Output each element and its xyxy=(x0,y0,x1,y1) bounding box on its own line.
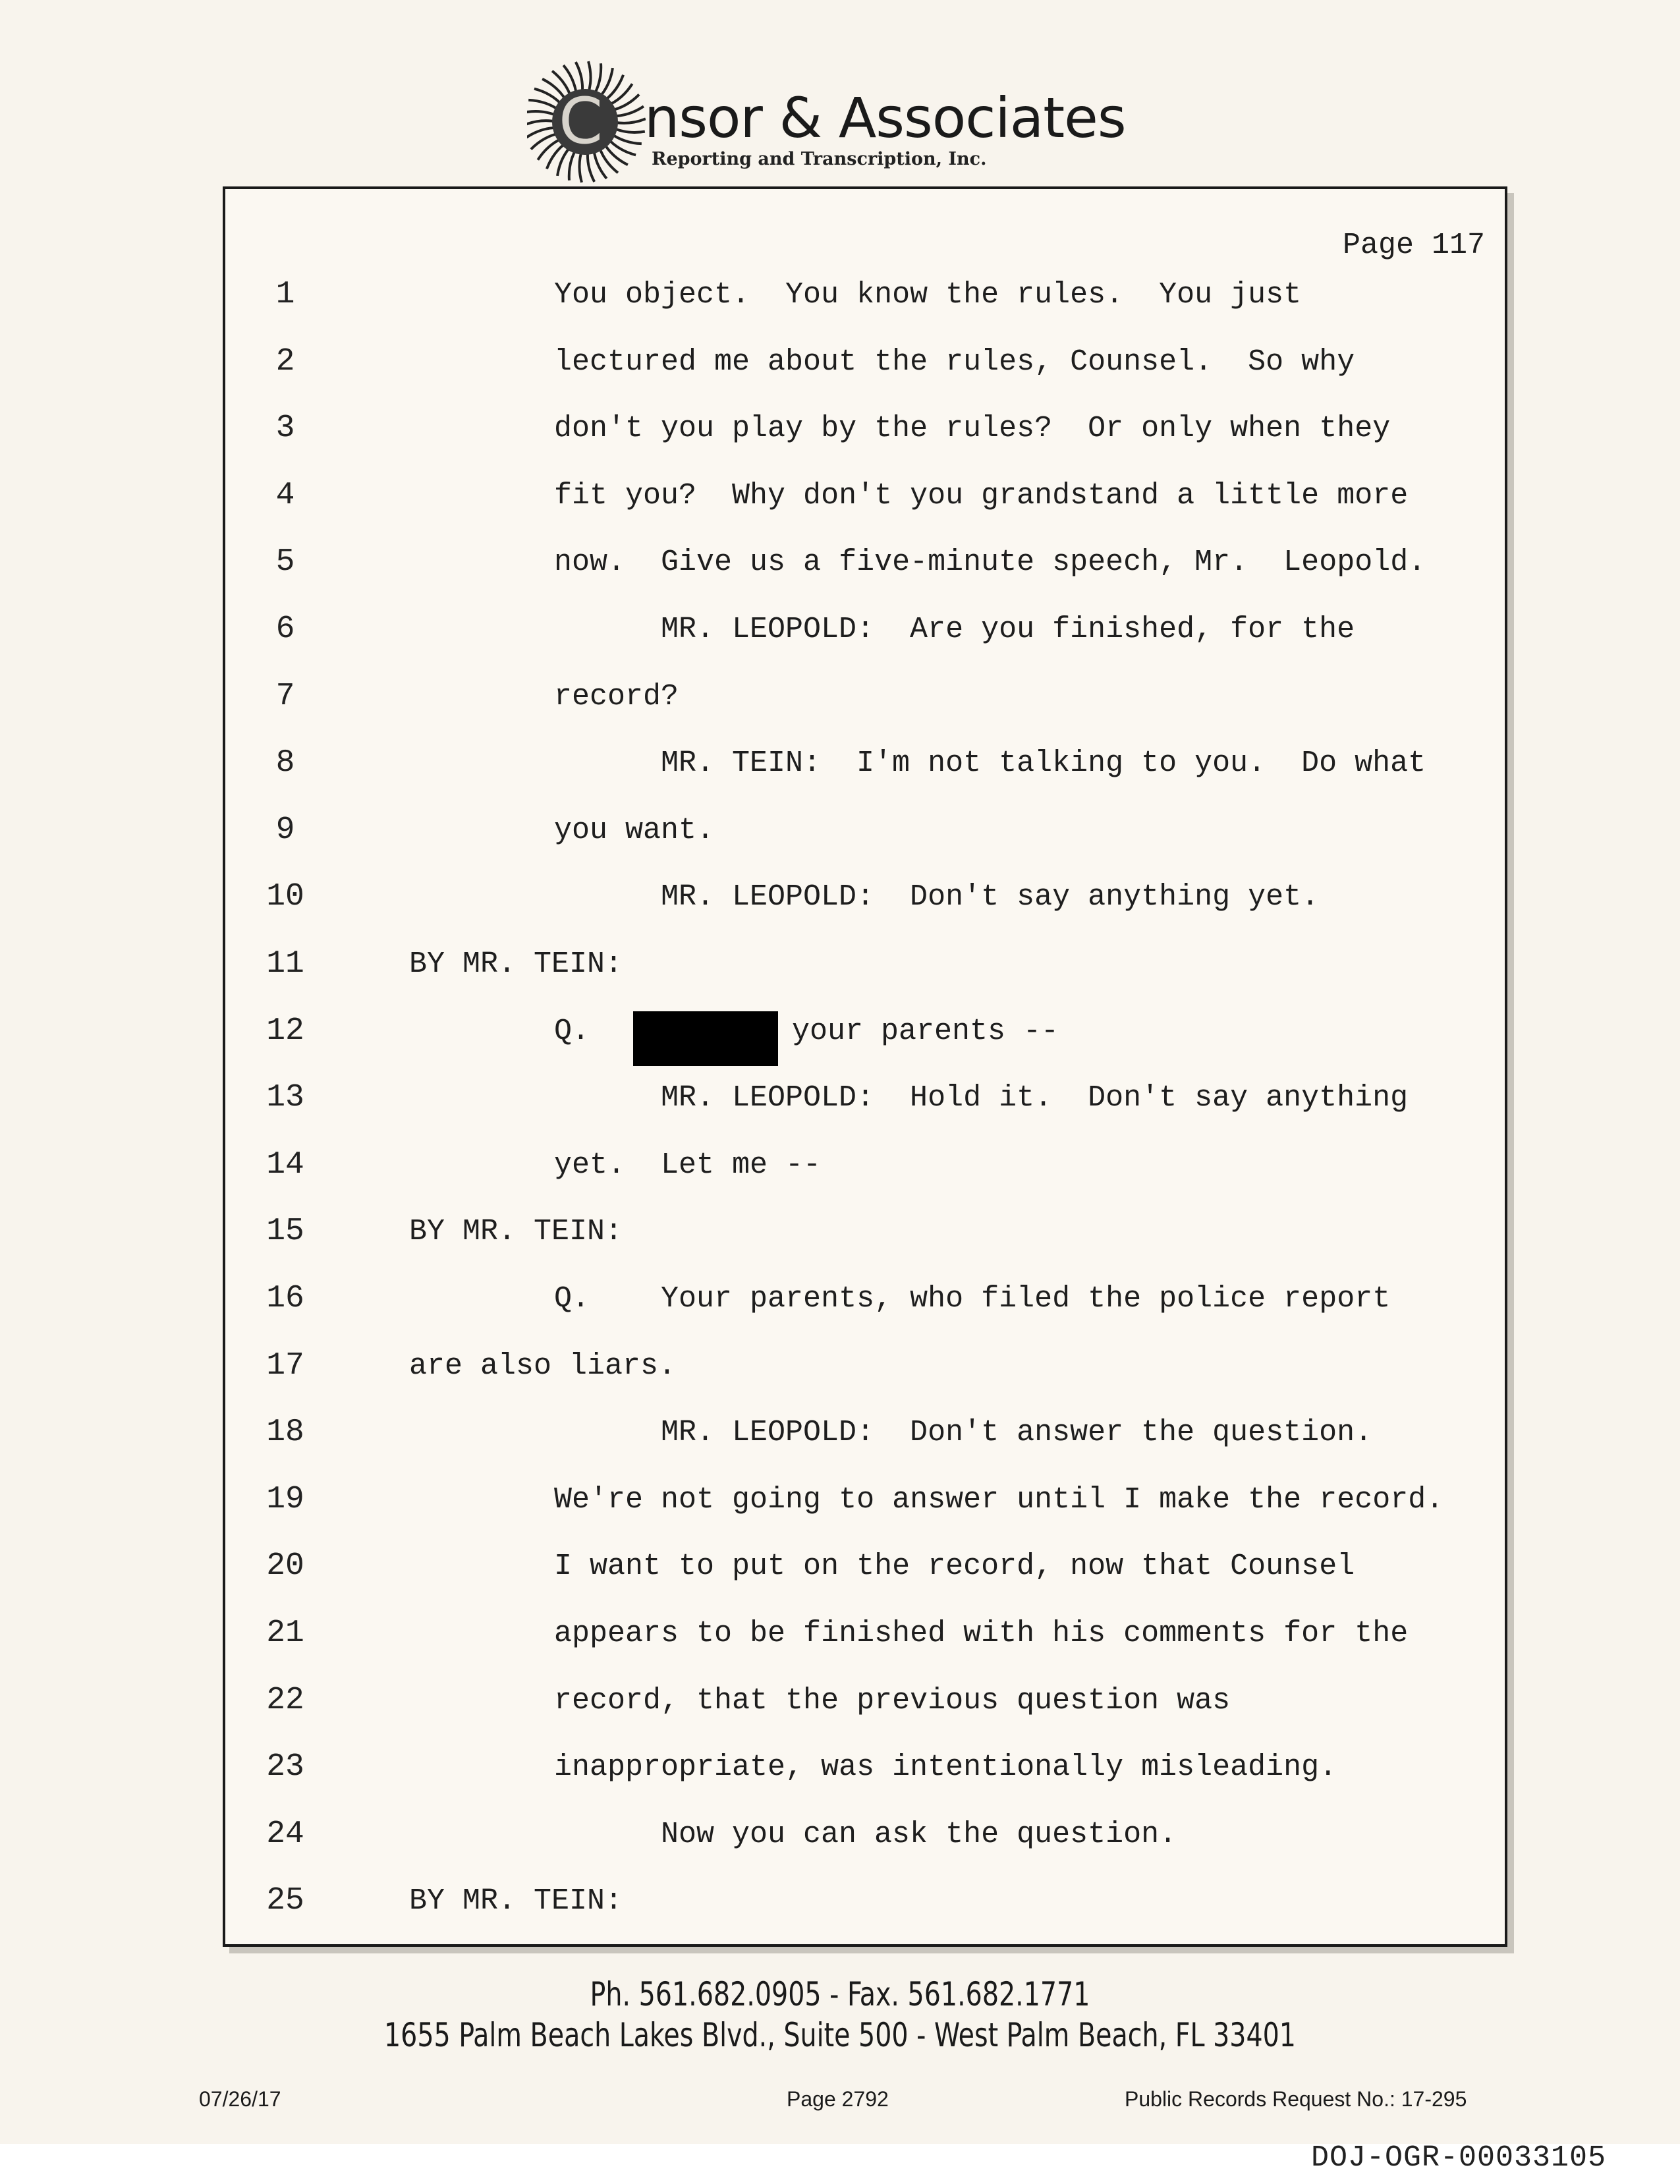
footer-address: 1655 Palm Beach Lakes Blvd., Suite 500 - West Palm Beach, FL 33401 xyxy=(383,2016,1296,2054)
line-text: Now you can ask the question. xyxy=(661,1817,1177,1851)
footer-records-request: Public Records Request No.: 17-295 xyxy=(1125,2087,1467,2111)
line-text: are also liars. xyxy=(409,1349,677,1383)
line-number: 11 xyxy=(266,946,304,982)
logo-company-name: nsor & Associates xyxy=(644,86,1126,150)
line-number: 10 xyxy=(266,879,304,915)
logo-subtitle: Reporting and Transcription, Inc. xyxy=(652,149,987,169)
line-number: 5 xyxy=(275,544,295,580)
line-number: 16 xyxy=(266,1281,304,1316)
line-number: 25 xyxy=(266,1883,304,1919)
line-number: 17 xyxy=(266,1347,304,1384)
bates-number: DOJ-OGR-00033105 xyxy=(1311,2141,1607,2175)
line-text: BY MR. TEIN: xyxy=(409,947,623,981)
line-text: don't you play by the rules? Or only when they xyxy=(554,412,1391,446)
line-number: 15 xyxy=(266,1214,304,1250)
line-number: 22 xyxy=(266,1682,304,1718)
line-text: MR. TEIN: I'm not talking to you. Do what xyxy=(661,746,1426,781)
line-number: 13 xyxy=(266,1080,304,1116)
line-number: 1 xyxy=(275,277,295,312)
line-text: fit you? Why don't you grandstand a little more xyxy=(554,478,1409,513)
line-number: 9 xyxy=(275,812,295,848)
line-text: record? xyxy=(554,679,679,714)
line-number: 14 xyxy=(266,1146,304,1183)
line-text: you want. xyxy=(554,813,715,847)
line-number: 18 xyxy=(266,1414,304,1451)
line-text: Q. xyxy=(554,1014,590,1048)
line-text: yet. Let me -- xyxy=(554,1148,822,1182)
line-text: Q. Your parents, who filed the police report xyxy=(554,1282,1391,1316)
line-number: 20 xyxy=(266,1548,304,1584)
line-number: 3 xyxy=(275,410,295,447)
line-text: We're not going to answer until I make the record. xyxy=(554,1482,1444,1517)
line-text: inappropriate, was intentionally misleading. xyxy=(554,1750,1337,1785)
redaction-block xyxy=(633,1011,778,1066)
line-text: appears to be finished with his comments for the xyxy=(554,1617,1409,1650)
line-text: BY MR. TEIN: xyxy=(409,1884,623,1918)
line-number: 12 xyxy=(266,1013,304,1049)
line-text-after-redaction: your parents -- xyxy=(792,1014,1059,1048)
line-text: lectured me about the rules, Counsel. So why xyxy=(554,345,1355,379)
line-text: MR. LEOPOLD: Are you finished, for the xyxy=(661,613,1355,646)
line-text: You object. You know the rules. You just xyxy=(554,278,1302,312)
line-number: 21 xyxy=(266,1615,304,1651)
line-number: 24 xyxy=(266,1816,304,1852)
line-text: record, that the previous question was xyxy=(554,1683,1231,1718)
line-number: 4 xyxy=(275,477,295,513)
company-logo xyxy=(527,53,1133,184)
line-text: BY MR. TEIN: xyxy=(409,1215,623,1249)
footer-date: 07/26/17 xyxy=(199,2087,281,2111)
transcript-page xyxy=(223,186,1507,1947)
line-number: 23 xyxy=(266,1749,304,1785)
transcript-page-number: Page 117 xyxy=(1342,229,1485,262)
line-text: now. Give us a five-minute speech, Mr. Leopold. xyxy=(554,546,1426,580)
footer-phone-fax: Ph. 561.682.0905 - Fax. 561.682.1771 xyxy=(590,1975,1090,2013)
line-number: 8 xyxy=(275,745,295,781)
line-text: MR. LEOPOLD: Hold it. Don't say anything xyxy=(661,1081,1409,1115)
line-text: MR. LEOPOLD: Don't say anything yet. xyxy=(661,880,1320,914)
line-number: 19 xyxy=(266,1481,304,1517)
line-text: MR. LEOPOLD: Don't answer the question. xyxy=(661,1416,1373,1450)
line-number: 6 xyxy=(275,611,295,647)
line-number: 7 xyxy=(275,678,295,714)
line-text: I want to put on the record, now that Counsel xyxy=(554,1550,1355,1584)
logo-letter-c: C xyxy=(559,84,603,158)
sun-logo-icon xyxy=(527,53,646,184)
footer-page: Page 2792 xyxy=(787,2087,889,2111)
line-number: 2 xyxy=(275,343,295,379)
